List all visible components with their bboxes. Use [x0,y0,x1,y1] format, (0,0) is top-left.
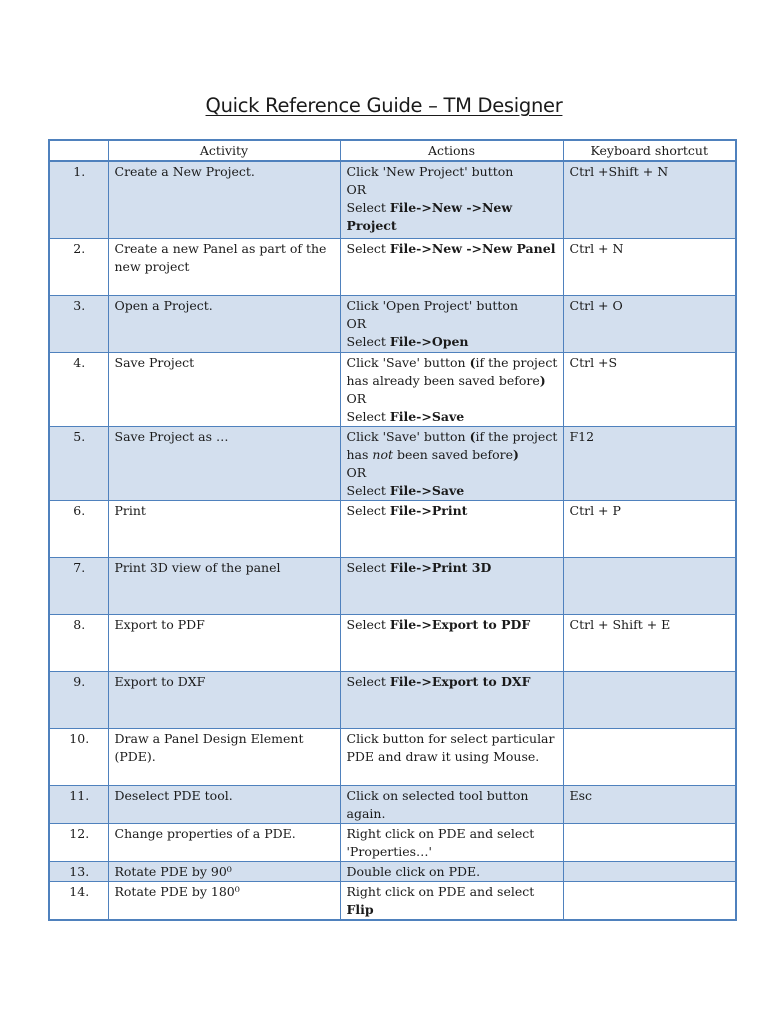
action-line [347,181,558,199]
action-text: Click on selected tool button [346,787,529,803]
row-number: 8. [49,614,108,671]
action-text: Right click on PDE and select [346,883,535,899]
actions-cell [340,728,563,785]
keyboard-shortcut-cell [563,861,736,881]
page-title: Quick Reference Guide – TM Designer [205,94,563,117]
action-line [347,616,558,634]
action-text: Select [346,240,390,256]
activity-text: Save Project as … [114,428,229,444]
row-number: 14. [49,881,108,920]
table-row [49,500,736,557]
quick-reference-table [48,139,737,921]
keyboard-shortcut-cell: Ctrl +Shift + N [563,161,736,238]
actions-cell [340,614,563,671]
action-text: ) [513,446,519,462]
actions-cell [340,861,563,881]
keyboard-shortcut-cell: Esc [563,785,736,823]
activity-text: Save Project [114,354,195,370]
row-number: 3. [49,295,108,352]
action-line [347,240,558,258]
row-number: 2. [49,238,108,295]
action-text: again. [346,805,386,821]
action-line [347,199,558,217]
row-number: 12. [49,823,108,861]
action-line [347,390,558,408]
activity-cell [108,728,340,785]
activity-text: Rotate PDE by 180⁰ [114,883,240,899]
activity-cell [108,671,340,728]
table-row [49,785,736,823]
keyboard-shortcut-cell [563,728,736,785]
action-text: if the project [475,428,558,444]
action-text: File->Save [389,482,465,498]
table-row [49,671,736,728]
action-line [347,217,558,235]
action-line [347,883,558,901]
action-text: Select [346,616,390,632]
row-number: 10. [49,728,108,785]
actions-cell [340,557,563,614]
actions-cell [340,161,563,238]
action-text: OR [346,315,367,331]
header-keyboard-shortcut: Keyboard shortcut [563,140,736,161]
action-text: Project [346,218,397,233]
activity-text: Print 3D view of the panel [114,559,281,575]
activity-cell [108,161,340,238]
table-row [49,728,736,785]
action-text: ( [469,428,476,444]
action-line [347,863,558,881]
row-number: 1. [49,161,108,238]
action-line [347,408,558,426]
action-line [347,843,558,861]
header-activity: Activity [108,140,340,161]
header-number [49,140,108,161]
action-line [347,297,558,315]
keyboard-shortcut-cell [563,671,736,728]
row-number: 7. [49,557,108,614]
actions-cell [340,238,563,295]
keyboard-shortcut-cell [563,881,736,920]
actions-cell [340,785,563,823]
keyboard-shortcut-cell: Ctrl + Shift + E [563,614,736,671]
table-row [49,295,736,352]
action-text: 'Properties…' [346,843,432,859]
row-number: 13. [49,861,108,881]
row-number: 5. [49,426,108,500]
action-text: File->Print 3D [389,559,492,575]
actions-cell [340,500,563,557]
activity-text: Print [114,502,146,518]
action-line [347,787,558,805]
action-text: File->Save [389,408,465,424]
action-text: OR [346,464,367,480]
actions-cell [340,823,563,861]
action-text: Click button for select particular [346,730,555,746]
action-text: File->Print [389,502,468,518]
keyboard-shortcut-cell: Ctrl +S [563,352,736,426]
row-number: 9. [49,671,108,728]
action-text: has already been saved before [346,372,540,388]
action-text: Select [346,200,390,215]
keyboard-shortcut-cell: F12 [563,426,736,500]
action-text: Double click on PDE. [346,863,481,879]
row-number: 6. [49,500,108,557]
activity-cell [108,785,340,823]
action-text: Select [346,673,390,689]
action-text: Flip [346,901,374,917]
activity-cell [108,557,340,614]
activity-text: Draw a Panel Design Element [114,730,304,746]
action-text: Click 'Open Project' button [346,297,519,313]
table-row [49,823,736,861]
action-text: has [346,446,373,462]
activity-text: (PDE). [114,748,156,764]
action-line [347,315,558,333]
action-text: Click 'Save' button [346,428,470,444]
action-text: not [372,446,394,462]
action-text: Select [346,408,390,424]
action-line [347,354,558,372]
action-line [347,482,558,500]
action-line [347,464,558,482]
action-text: File->Open [389,333,469,349]
activity-cell [108,295,340,352]
action-text: File->New ->New Panel [389,240,556,256]
keyboard-shortcut-cell: Ctrl + O [563,295,736,352]
actions-cell [340,426,563,500]
header-actions: Actions [340,140,563,161]
action-line [347,748,558,766]
row-number: 11. [49,785,108,823]
action-line [347,730,558,748]
action-line [347,805,558,823]
action-text: File->Export to PDF [389,616,531,632]
activity-text: Change properties of a PDE. [114,825,296,841]
actions-cell [340,881,563,920]
action-text: Click 'New Project' button [346,164,514,179]
action-text: if the project [475,354,558,370]
action-line [347,163,558,181]
activity-text: Export to DXF [114,673,206,689]
table-body [49,161,736,920]
table-header-row [49,140,736,161]
activity-text: Rotate PDE by 90⁰ [114,863,232,879]
keyboard-shortcut-cell [563,557,736,614]
activity-cell [108,352,340,426]
activity-cell [108,823,340,861]
activity-cell [108,614,340,671]
keyboard-shortcut-cell [563,823,736,861]
actions-cell [340,295,563,352]
action-line [347,559,558,577]
table-row [49,426,736,500]
action-line [347,333,558,351]
activity-cell [108,500,340,557]
table-row [49,861,736,881]
action-line [347,825,558,843]
action-text: File->Export to DXF [389,673,531,689]
activity-text: Deselect PDE tool. [114,787,233,803]
action-line [347,673,558,691]
row-number: 4. [49,352,108,426]
table-row [49,881,736,920]
action-text: Right click on PDE and select [346,825,535,841]
action-text: Select [346,559,390,575]
action-text: ) [539,372,546,388]
action-text: PDE and draw it using Mouse. [346,748,540,764]
activity-text: Create a new Panel as part of the [114,240,327,256]
activity-cell [108,238,340,295]
action-text: File->New ->New [389,200,513,215]
action-line [347,428,558,446]
activity-text: new project [114,258,190,274]
keyboard-shortcut-cell: Ctrl + P [563,500,736,557]
actions-cell [340,671,563,728]
action-line [347,502,558,520]
activity-text: Create a New Project. [114,164,255,179]
activity-text: Export to PDF [114,616,205,632]
action-line [347,901,558,919]
action-text: OR [346,182,367,197]
action-line [347,372,558,390]
table-row [49,614,736,671]
action-text: Click 'Save' button [346,354,470,370]
action-text: Select [346,482,390,498]
table-row [49,557,736,614]
actions-cell [340,352,563,426]
table-row [49,161,736,238]
action-text: Select [346,502,390,518]
action-text: been saved before [393,446,514,462]
action-text: OR [346,390,367,406]
action-text: Select [346,333,390,349]
table-row [49,352,736,426]
activity-cell [108,861,340,881]
action-line [347,446,558,464]
action-text: ( [469,354,476,370]
table-row [49,238,736,295]
activity-cell [108,881,340,920]
activity-text: Open a Project. [114,297,213,313]
activity-cell [108,426,340,500]
keyboard-shortcut-cell: Ctrl + N [563,238,736,295]
